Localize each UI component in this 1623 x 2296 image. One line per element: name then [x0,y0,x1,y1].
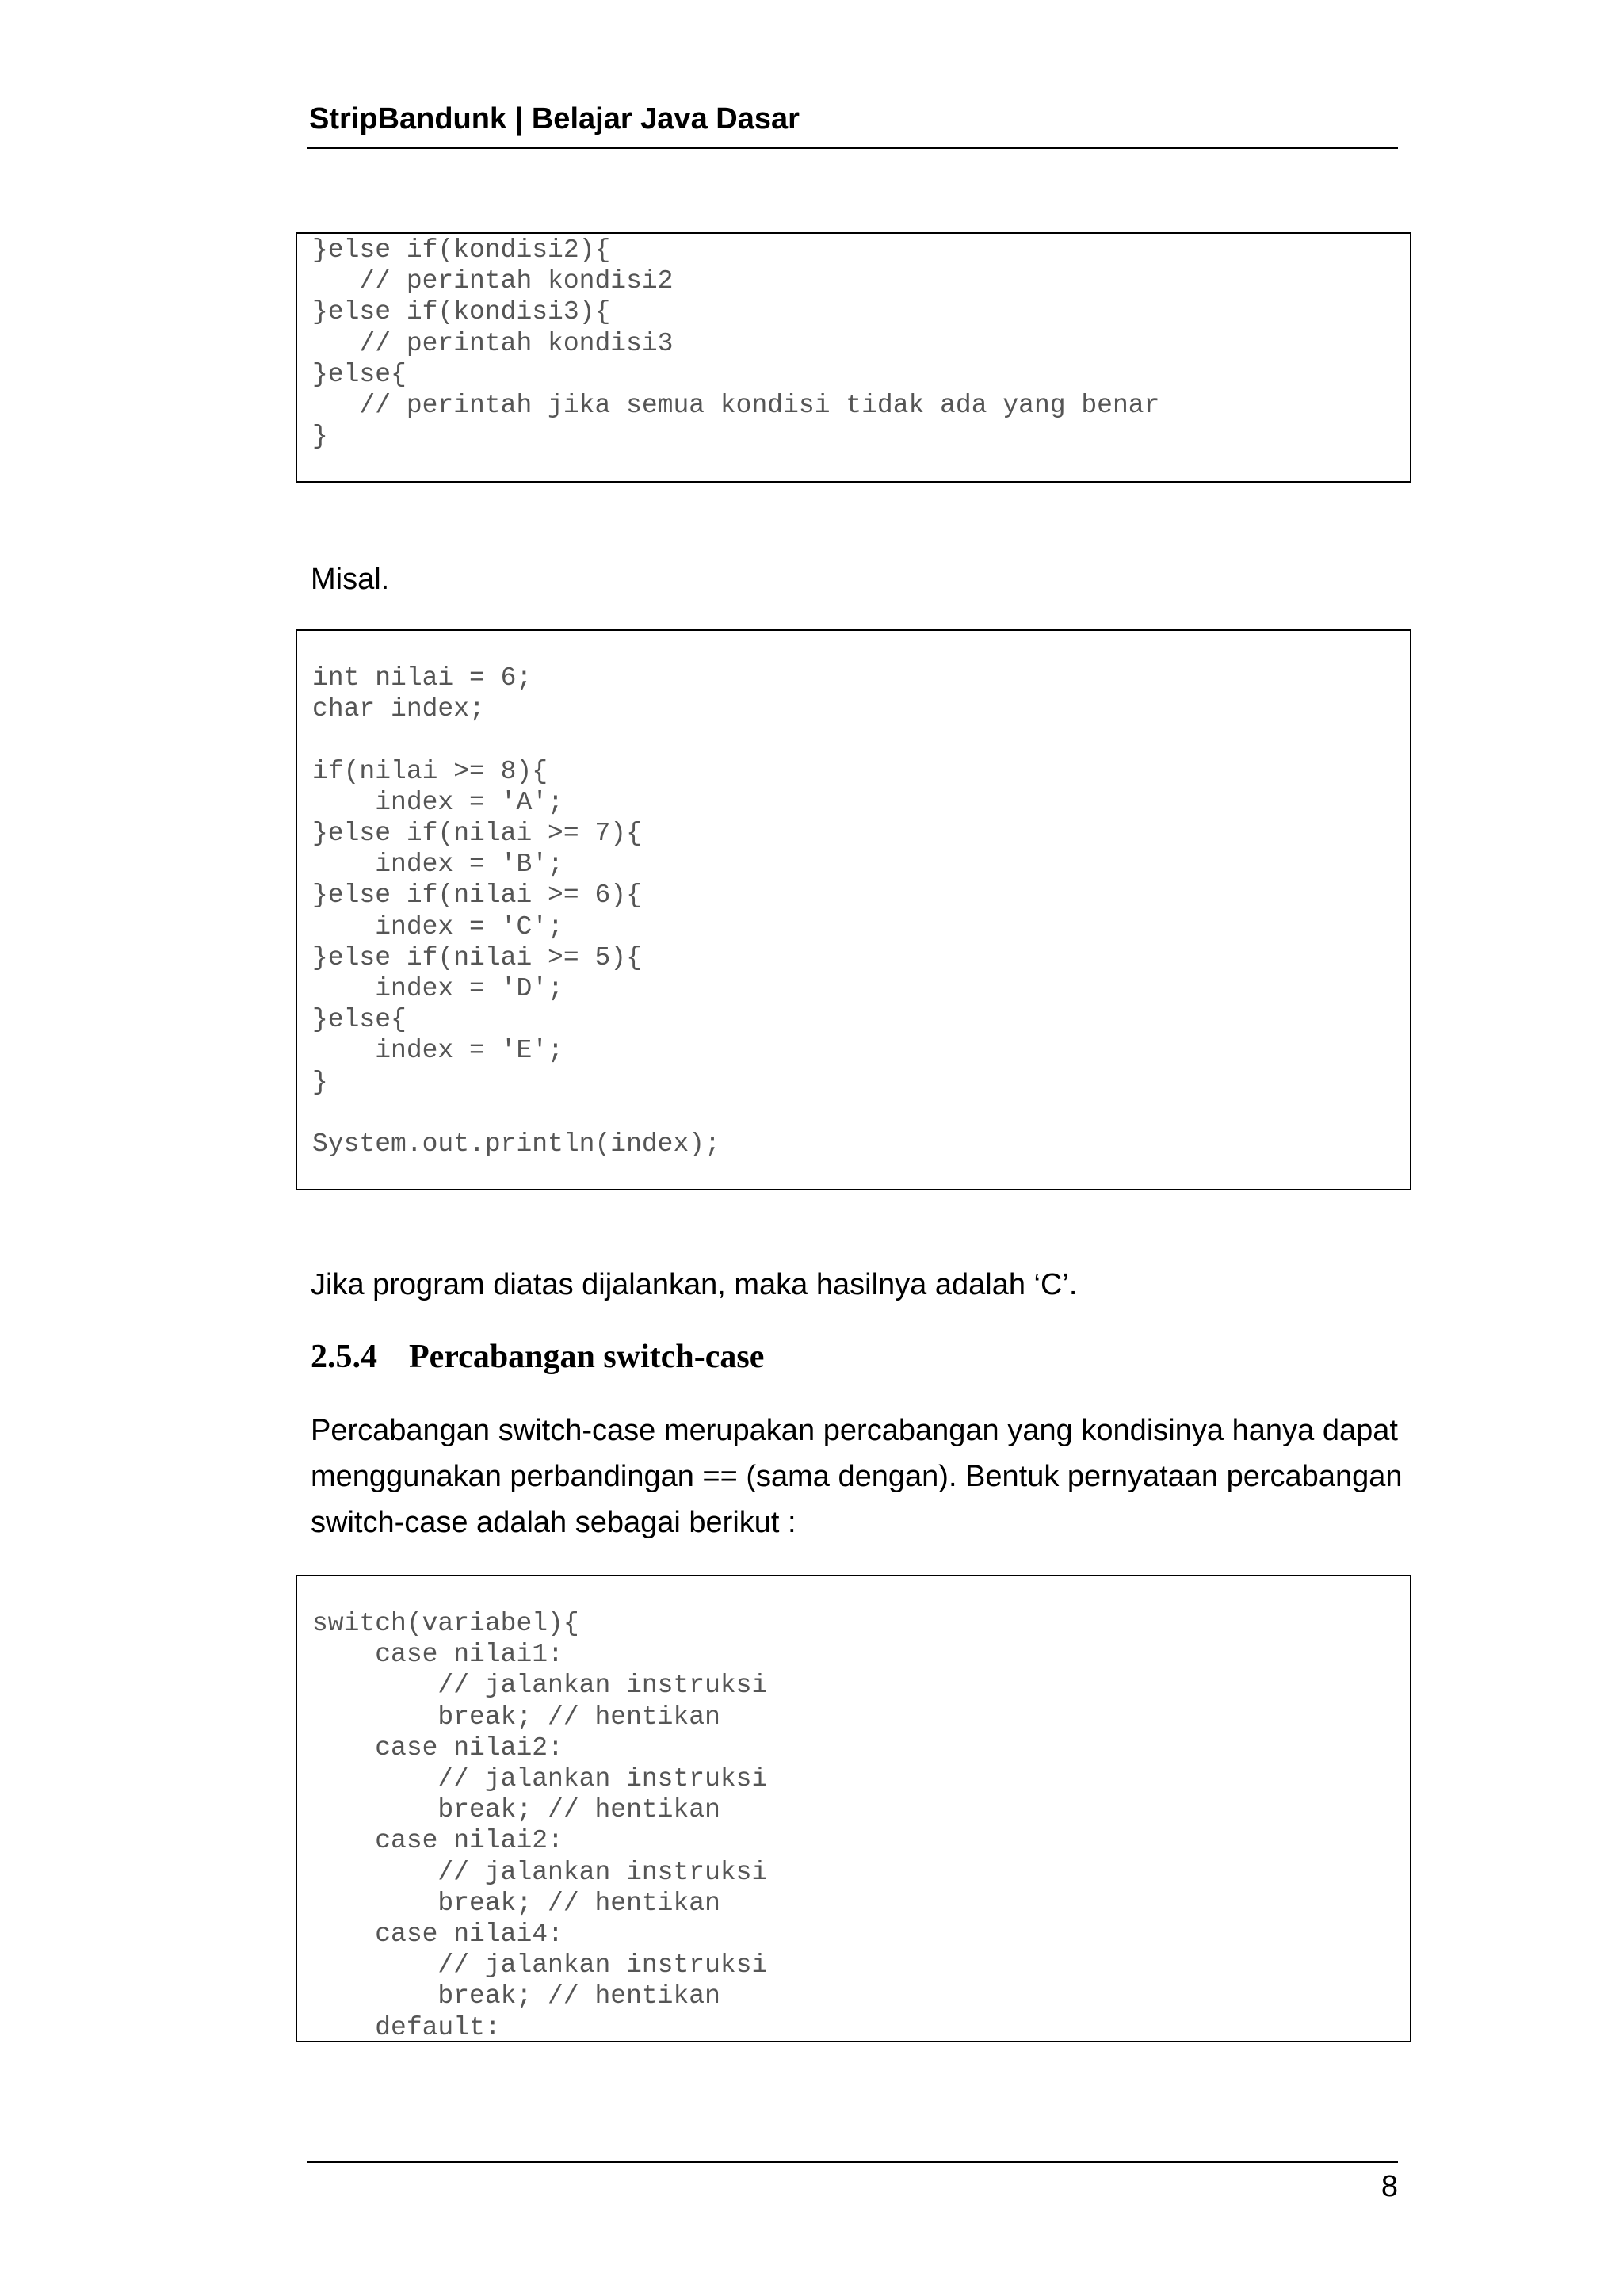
paragraph-line: Percabangan switch-case merupakan percabangan yang kondisinya hanya dapat [311,1414,1398,1447]
section-heading [311,1333,764,1381]
code-block-switch-syntax [296,1575,1411,2042]
section-title: Percabangan switch-case [409,1339,765,1375]
code-block-else-if-syntax [296,232,1411,483]
section-number: 2.5.4 [311,1339,377,1375]
footer-divider [307,2161,1398,2163]
code-text: }else if(kondisi2){ // perintah kondisi2 }else if(kondisi3){ // perintah kondisi3 }else{ // perintah jika semua kondisi tidak ada yang benar } [312,235,1160,452]
header-title: StripBandunk | Belajar Java Dasar [309,102,800,136]
paragraph-line: menggunakan perbandingan == (sama dengan). Bentuk pernyataan percabangan [311,1460,1403,1493]
result-sentence: Jika program diatas dijalankan, maka hasilnya adalah ‘C’. [311,1268,1078,1301]
misal-label: Misal. [311,563,390,596]
paragraph-line: switch-case adalah sebagai berikut : [311,1506,796,1539]
code-text: switch(variabel){ case nilai1: // jalankan instruksi break; // hentikan case nilai2: // jalankan instruksi break; // hentikan case nilai2: // jalankan instruksi break; // hentikan case nilai4: // jalankan instruksi break; // hentikan default: [312,1609,768,2042]
page-header [307,98,1398,149]
switch-case-paragraph [311,1408,1403,1545]
code-text: int nilai = 6; char index; if(nilai >= 8){ index = 'A'; }else if(nilai >= 7){ index = 'B'; }else if(nilai >= 6){ index = 'C'; }else if(nilai >= 5){ index = 'D'; }else{ index = 'E'; } System.out.println(index); [312,663,720,1159]
page-number: 8 [1381,2170,1398,2203]
code-block-example [296,629,1411,1190]
